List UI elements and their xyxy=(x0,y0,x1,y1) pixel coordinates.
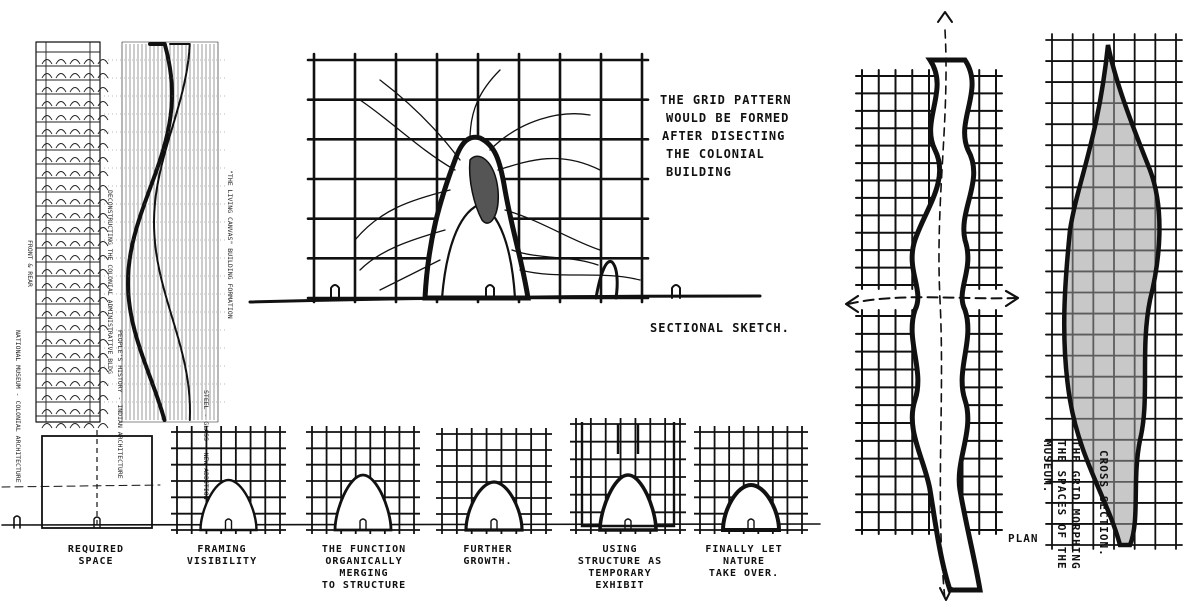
note-line-4: THE COLONIAL xyxy=(666,147,765,161)
morph-note-line-3: MUSEUM. xyxy=(1041,440,1054,494)
strip-note-peoples-history: PEOPLE'S HISTORY - INDIAN ARCHITECTURE xyxy=(116,330,124,479)
stage-label-line: MERGING xyxy=(339,568,389,579)
stage-label-line: TEMPORARY xyxy=(588,568,652,579)
stage-label-line: TO STRUCTURE xyxy=(321,580,407,591)
stage-thumbnail xyxy=(42,430,152,528)
stage-thumbnail xyxy=(171,426,286,534)
strip-note-front-rear: FRONT & REAR xyxy=(26,240,34,287)
morph-note-line-1: THE GRID MORPHING xyxy=(1069,440,1082,570)
strip-note-steel-glass: STEEL - GLASS - NEW ADDITION xyxy=(202,390,210,500)
note-line-1: THE GRID PATTERN xyxy=(660,93,792,107)
stage-thumbnail xyxy=(306,426,420,534)
stage-label-line: STRUCTURE AS xyxy=(577,556,663,567)
plan-label: PLAN xyxy=(1008,532,1039,545)
strip-note-deconstructing: DECONSTRUCTING THE COLONIAL ADMINISTRATIVE BLDG xyxy=(106,190,114,374)
morph-note xyxy=(1041,440,1082,570)
colonial-elevation-strip xyxy=(36,42,108,428)
note-line-3: AFTER DISECTING xyxy=(662,129,786,143)
stage-label-line: FURTHER xyxy=(463,544,513,555)
cross-section-label: CROSS SECTION. xyxy=(1097,450,1110,557)
stage-label xyxy=(68,544,124,567)
stage-thumbnail xyxy=(570,418,686,534)
strip-note-national-museum: NATIONAL MUSEUM - COLONIAL ARCHITECTURE xyxy=(14,330,22,483)
stage-label-line: EXHIBIT xyxy=(595,580,645,591)
stage-thumbnail xyxy=(436,428,552,534)
stage-label xyxy=(187,544,257,567)
stage-label xyxy=(322,544,406,591)
plan-drawing xyxy=(846,12,1018,600)
stage-label-line: USING xyxy=(602,544,638,555)
strip-note-living-canvas: "THE LIVING CANVAS" BUILDING FORMATION xyxy=(226,170,234,319)
stage-label xyxy=(578,544,662,591)
stage-label-line: REQUIRED xyxy=(67,544,125,555)
stage-thumbnail xyxy=(694,426,808,534)
stage-label-line: TAKE OVER. xyxy=(708,568,780,579)
stage-label-line: SPACE xyxy=(78,556,114,567)
deconstruction-strip xyxy=(122,42,218,422)
plan-void xyxy=(912,60,980,590)
stage-label-line: FINALLY LET xyxy=(705,544,783,555)
stage-label xyxy=(463,544,512,567)
grid-pattern-note xyxy=(660,93,792,179)
stage-label-line: NATURE xyxy=(722,556,766,567)
stage-label-line: ORGANICALLY xyxy=(325,556,403,567)
note-line-5: BUILDING xyxy=(666,165,732,179)
stage-label-line: GROWTH. xyxy=(463,556,513,567)
stage-label-line: FRAMING xyxy=(197,544,247,555)
stage-label xyxy=(705,544,782,579)
stage-label-line: THE FUNCTION xyxy=(321,544,407,555)
sectional-sketch-label: SECTIONAL SKETCH. xyxy=(650,321,790,335)
morph-note-line-2: THE SPACES OF THE xyxy=(1055,440,1068,570)
stage-label-line: VISIBILITY xyxy=(186,556,258,567)
note-line-2: WOULD BE FORMED xyxy=(666,111,790,125)
